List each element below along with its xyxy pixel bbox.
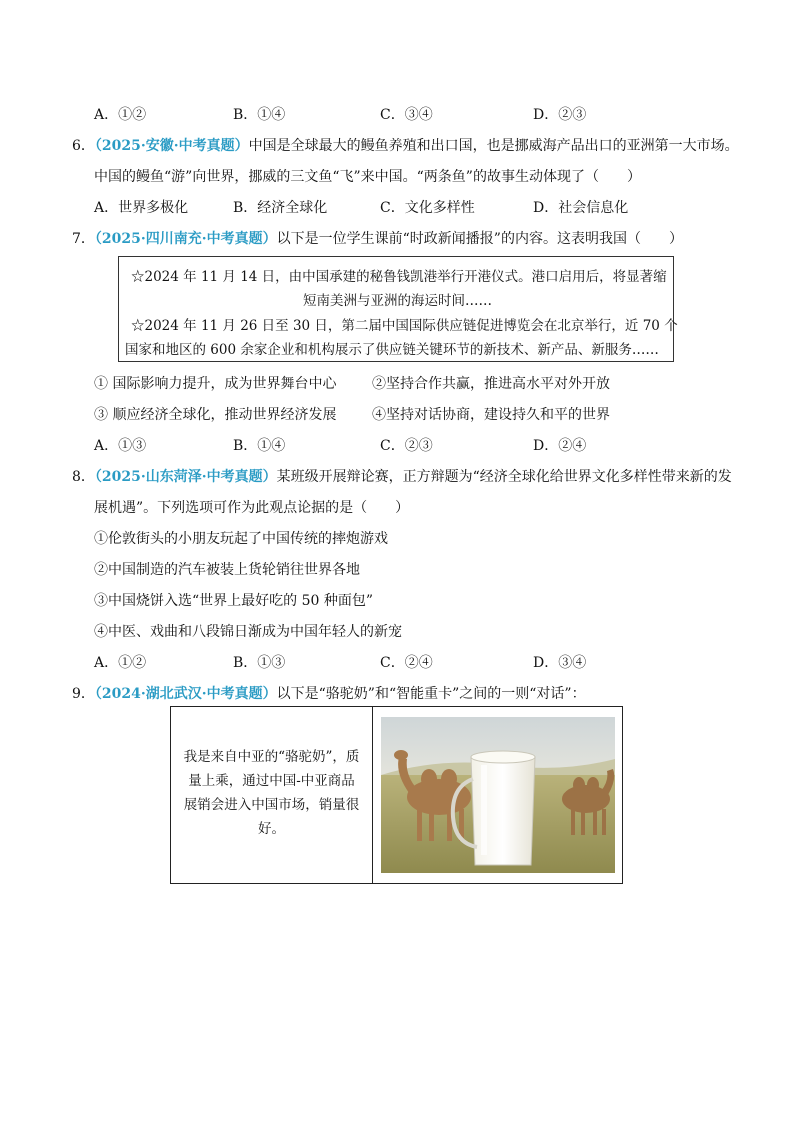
q7-option-c: C．②③ xyxy=(380,438,433,454)
q9-camel-milk-text xyxy=(171,745,372,841)
q9-text-line-4: 好。 xyxy=(258,821,285,837)
q6-line-1 xyxy=(72,135,739,155)
q9-text-line-3: 展销会进入中国市场，销量很 xyxy=(183,797,360,813)
q8-stem-1: 某班级开展辩论赛，正方辩题为“经济全球化给世界文化多样性带来新的发 xyxy=(276,469,732,485)
q6-stem-1: 中国是全球最大的鳗鱼养殖和出口国，也是挪威海产品出口的亚洲第一大市场。 xyxy=(248,138,739,154)
q9-line-1 xyxy=(72,683,586,703)
q6-option-d: D．社会信息化 xyxy=(533,200,629,216)
q7-item-1: ① 国际影响力提升，成为世界舞台中心 xyxy=(94,376,337,392)
q7-option-a: A．①③ xyxy=(94,438,147,454)
q7-source: （2025·四川南充·中考真题） xyxy=(94,231,277,247)
q9-text-line-1: 我是来自中亚的“骆驼奶”，质 xyxy=(183,749,360,765)
q9-source: （2024·湖北武汉·中考真题） xyxy=(94,686,277,702)
table-divider xyxy=(372,707,373,883)
q5-option-b: B．①④ xyxy=(233,107,286,123)
q7-stem: 以下是一位学生课前“时政新闻播报”的内容。这表明我国（ ） xyxy=(276,231,683,247)
q9-dialogue-table xyxy=(170,706,623,884)
q6-number: 6． xyxy=(72,138,95,154)
q7-news-line-4: 国家和地区的 600 余家企业和机构展示了供应链关键环节的新技术、新产品、新服务…… xyxy=(125,342,659,358)
q8-item-4: ④中医、戏曲和八段锦日渐成为中国年轻人的新宠 xyxy=(94,624,402,640)
q7-number: 7． xyxy=(72,231,95,247)
q5-option-d: D．②③ xyxy=(533,107,587,123)
q8-option-c: C．②④ xyxy=(380,655,433,671)
q9-stem: 以下是“骆驼奶”和“智能重卡”之间的一则“对话”： xyxy=(276,686,586,702)
q8-item-1: ①伦敦街头的小朋友玩起了中国传统的摔炮游戏 xyxy=(94,531,388,547)
q5-option-c: C．③④ xyxy=(380,107,433,123)
q7-item-2: ②坚持合作共赢，推进高水平对外开放 xyxy=(372,376,610,392)
q6-option-c: C．文化多样性 xyxy=(380,200,475,216)
q8-option-d: D．③④ xyxy=(533,655,587,671)
q8-item-3: ③中国烧饼入选“世界上最好吃的 50 种面包” xyxy=(94,593,374,609)
q7-news-box xyxy=(118,256,678,362)
q7-item-3: ③ 顺应经济全球化，推动世界经济发展 xyxy=(94,407,337,423)
q7-option-b: B．①④ xyxy=(233,438,286,454)
q8-stem-2: 展机遇”。下列选项可作为此观点论据的是（ ） xyxy=(94,500,410,516)
q8-item-2: ②中国制造的汽车被装上货轮销往世界各地 xyxy=(94,562,360,578)
q7-news-line-3: ☆2024 年 11 月 26 日至 30 日，第二届中国国际供应链促进博览会在北京举行，近 70 个 xyxy=(131,318,678,334)
q7-option-d: D．②④ xyxy=(533,438,587,454)
q8-number: 8． xyxy=(72,469,95,485)
q7-news-line-1: ☆2024 年 11 月 14 日，由中国承建的秘鲁钱凯港举行开港仪式。港口启用后，将显著缩 xyxy=(131,269,667,285)
q8-source: （2025·山东菏泽·中考真题） xyxy=(94,469,277,485)
q8-option-a: A．①② xyxy=(94,655,147,671)
q7-line-1 xyxy=(72,228,683,248)
q6-source: （2025·安徽·中考真题） xyxy=(94,138,249,154)
q9-text-line-2: 量上乘，通过中国-中亚商品 xyxy=(188,773,355,789)
q7-news-line-2: 短南美洲与亚洲的海运时间…… xyxy=(303,293,492,309)
q6-stem-2: 中国的鳗鱼“游”向世界，挪威的三文鱼“飞”来中国。“两条鱼”的故事生动体现了（ ） xyxy=(94,169,641,185)
q5-option-a: A．①② xyxy=(94,107,147,123)
q9-number: 9． xyxy=(72,686,95,702)
q8-line-1 xyxy=(72,466,732,486)
q8-option-b: B．①③ xyxy=(233,655,286,671)
camel-milk-photo xyxy=(381,717,615,873)
q6-option-a: A．世界多极化 xyxy=(94,200,189,216)
q6-option-b: B．经济全球化 xyxy=(233,200,328,216)
q7-item-4: ④坚持对话协商，建设持久和平的世界 xyxy=(372,407,610,423)
